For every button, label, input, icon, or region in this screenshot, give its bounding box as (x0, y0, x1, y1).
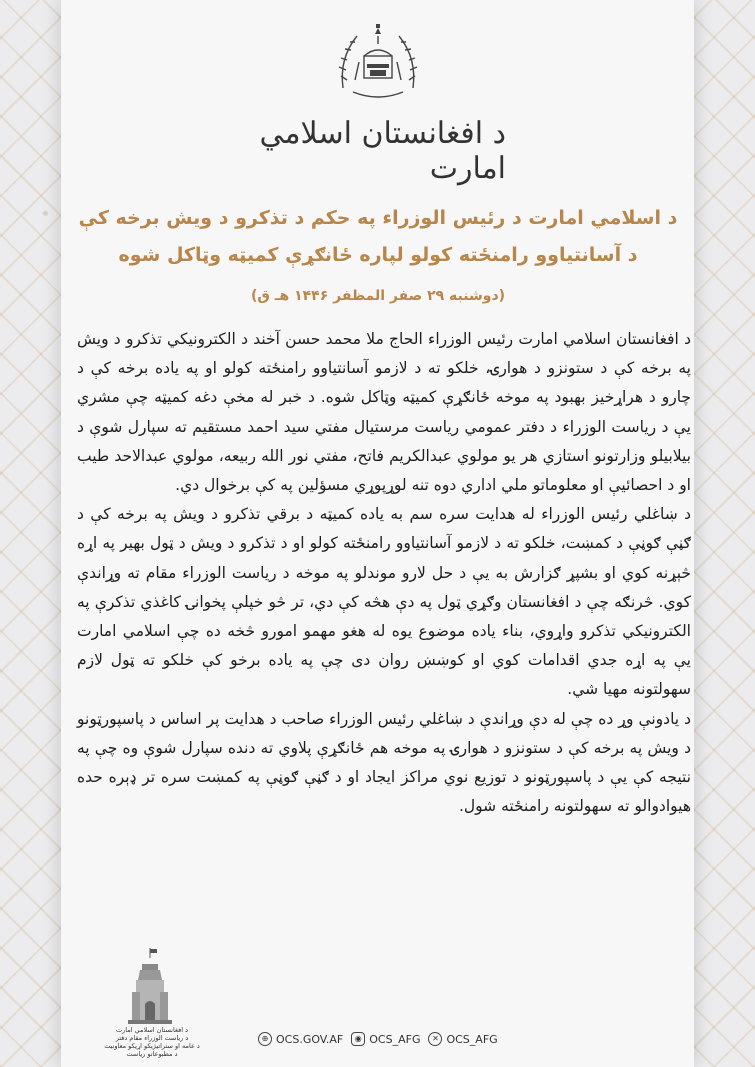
headline-line-2: د آسانتیاوو رامنځته کولو لپاره ځانګړې کمیټه وټاکل شوه (118, 244, 638, 266)
body-paragraph-3: د یادونې وړ ده چې له دې وړاندې د ښاغلي رئیس الوزراء صاحب د هدایت پر اساس د پاسپورټونو د ویش په برخه کې د ستونزو د هوارۍ په موخه هم ځانګړې پلاوي ته دنده سپارل شوې وه چې په نتیجه کې یې د پاسپورټونو د توزیع نوي مراکز ایجاد او د ګڼې ګوڼې په کمښت سره تر ډېره حده هیوادوالو ته سهولتونه رامنځته شول. (77, 709, 691, 816)
instagram-label: OCS_AFG (369, 1032, 421, 1046)
instagram-icon: ◉ (351, 1032, 365, 1046)
social-links (258, 1030, 498, 1048)
website-label: OCS.GOV.AF (276, 1032, 344, 1046)
headline (78, 200, 678, 274)
globe-icon: ⊕ (258, 1032, 272, 1046)
footer-organization (96, 1026, 208, 1058)
publish-date: (دوشنبه ۲۹ صفر المظفر ۱۴۴۶ هـ ق) (250, 288, 506, 304)
x-icon: ✕ (428, 1032, 442, 1046)
headline-line-1: د اسلامي امارت د رئیس الوزراء په حکم د تذکرو د ویش برخه کې (78, 207, 678, 229)
footer-org-line: د عامه او ستراتیژیکو اړیکو معاونیت (104, 1042, 200, 1050)
emirate-emblem-icon (333, 18, 423, 104)
brand-wordmark: د افغانستان اسلامي امارت (259, 116, 506, 186)
article-body (77, 325, 691, 821)
x-link[interactable] (428, 1032, 497, 1046)
x-label: OCS_AFG (446, 1032, 498, 1046)
footer-org-line: د مطبوعاتو ریاست (126, 1050, 178, 1058)
footer-org-line: د ریاست الوزراء مقام دفتر (115, 1034, 189, 1042)
body-paragraph-1: د افغانستان اسلامي امارت رئیس الوزراء الحاج ملا محمد حسن آخند د الکترونیکي تذکرو د ویش په برخه کې د ستونزو د هوارۍ، خلکو ته د لازمو آسانتیاوو رامنځته کولو او په یاده برخه کې د چارو د هراړخیز بهبود په موخه ځانګړې کمیټه وټاکل شوه. د خبر له مخې دغه کمیټه چې مشري یې د ریاست الوزراء د دفتر عمومي ریاست مرستیال مفتي سید احمد مستقیم ته سپارل شوې د بیلابیلو وزارتونو استازي هر یو مولوي عبدالکریم فاتح، مفتي نور الله ربیعه، مولوي عبدالاحد طیب او د احصائیې او معلوماتو ملي اداري دوه تنه لوړپوړي مسؤلین په کې برخوال دي. (77, 330, 691, 495)
body-paragraph-2: د ښاغلي رئیس الوزراء له هدایت سره سم به یاده کمیټه د برقي تذکرو د ویش په برخه کې د ګڼې ګوڼې د کمښت، خلکو ته د لازمو آسانتیاوو رامنځته کولو او د تذکرو د ویش د ټول بهیر په اړه څېړنه کوي او بشپړ ګزارش به یې د حل لارو موندلو په موخه د ریاست الوزراء مقام ته وړاندې کوي. څرنګه چې د افغانستان وګړي ټول په دې هڅه کې دي، تر څو خپلې پخوانۍ کاغذي تذکرې په الکترونیکي تذکرو واړوي، بناء یاده موضوع یوه له هغو مهمو امورو څخه ده چې اسلامي امارت یې په اړه جدي اقدامات کوي او کوښښ روان دی چې په یاده برخو کې خلکو ته ټول لازم سهولتونه مهیا شي. (77, 505, 691, 699)
arg-tower-logo-icon (128, 946, 172, 1026)
footer-org-line: د افغانستان اسلامي امارت (115, 1026, 188, 1034)
instagram-link[interactable] (351, 1032, 420, 1046)
website-link[interactable] (258, 1032, 343, 1046)
